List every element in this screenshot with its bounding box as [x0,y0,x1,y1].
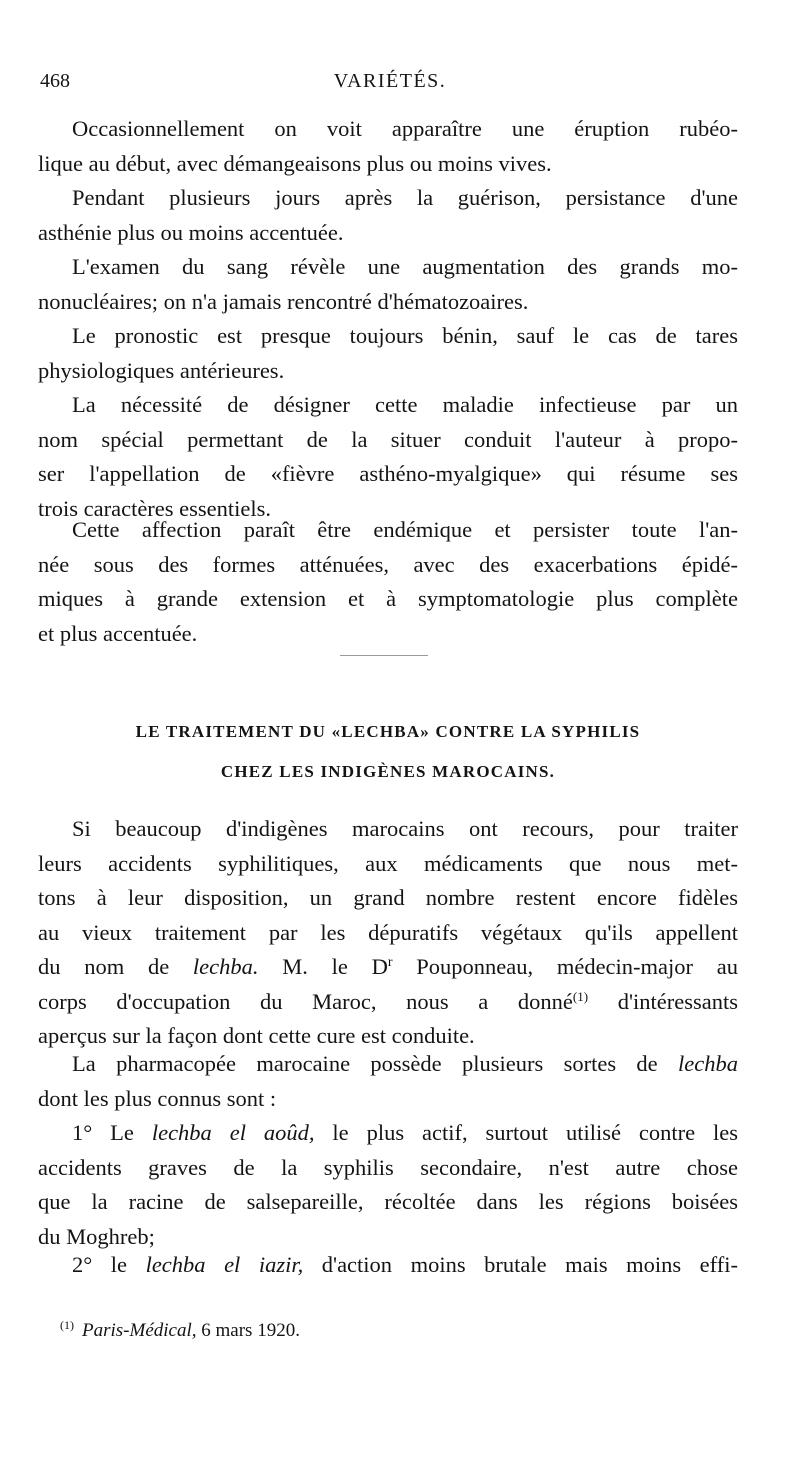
text-run: le plus actif, surtout utilisé contre les [314,1120,738,1145]
footnote [60,1320,740,1342]
paragraph-traitement [38,812,738,1054]
text-line: accidents graves de la syphilis secondaire, n'est autre chose [38,1154,738,1180]
superscript: r [387,955,393,970]
section-divider [340,655,428,656]
text-line: Occasionnellement on voit apparaître une éruption rubéo- [72,116,738,141]
footnote-date: 6 mars 1920. [196,1320,300,1341]
footnote-reference[interactable]: (1) [572,988,589,1004]
running-head [40,70,740,100]
section-title-line-2: CHEZ LES INDIGÈNES MAROCAINS. [220,762,556,781]
text-line: physiologiques antérieures. [38,357,285,383]
text-run: d'action moins brutale mais moins effi- [303,1252,738,1277]
text-line: Le pronostic est presque toujours bénin, sauf le cas de tares [72,323,738,348]
paragraph-lechba-aoud [38,1116,738,1254]
text-line [38,1116,738,1151]
text-line: que la racine de salsepareille, récoltée dans les régions boisées [38,1189,738,1214]
text-line: et plus accentuée. [38,620,198,646]
text-line: Si beaucoup d'indigènes marocains ont recours, pour traiter [72,816,738,841]
text-run: Pouponneau, médecin-major au [392,954,738,979]
italic-term: lechba [678,1051,738,1076]
text-run: du nom de [38,954,193,979]
text-line: L'examen du sang révèle une augmentation des grands mo- [72,254,738,279]
paragraph-pronostic [38,319,738,388]
text-line: leurs accidents syphilitiques, aux médicaments que nous met- [38,850,738,876]
text-line: asthénie plus ou moins accentuée. [38,219,344,245]
paragraph-endemique [38,513,738,651]
paragraph-lechba-iazir [38,1248,738,1283]
text-line: ser l'appellation de «fièvre asthéno-myalgique» qui résume ses [38,461,738,486]
text-line: lique au début, avec démangeaisons plus ou moins vives. [38,150,552,176]
text-run: 1° Le [72,1120,152,1145]
text-line: La nécessité de désigner cette maladie infectieuse par un [72,392,738,417]
text-run: 2° le [72,1252,146,1277]
text-line: du Moghreb; [38,1223,155,1249]
paragraph-eruption [38,112,738,181]
footnote-mark: (1) [60,1318,74,1332]
text-line: nom spécial permettant de la situer conduit l'auteur à propo- [38,426,738,452]
paragraph-pharmacopee [38,1047,738,1116]
text-line: Pendant plusieurs jours après la guérison, persistance d'une [72,185,738,210]
text-run: d'intéressants [588,988,739,1014]
text-line: tons à leur disposition, un grand nombre restent encore fidèles [38,885,738,910]
text-line: nonucléaires; on n'a jamais rencontré d'hématozoaires. [38,288,529,314]
paragraph-appellation [38,388,738,526]
page-number: 468 [40,70,70,92]
paragraph-examen-sang [38,250,738,319]
italic-term: lechba el aoûd, [151,1120,315,1145]
text-line [38,1047,738,1082]
italic-term: lechba. [192,954,259,979]
text-run: La pharmacopée marocaine possède plusieurs sortes de [72,1051,679,1076]
text-line: aperçus sur la façon dont cette cure est conduite. [38,1023,475,1048]
section-title-line-1: LE TRAITEMENT DU «LECHBA» CONTRE LA SYPHILIS [135,722,641,741]
footnote-source: Paris-Médical, [82,1320,197,1341]
paragraph-asthenie [38,181,738,250]
text-line: née sous des formes atténuées, avec des exacerbations épidé- [38,551,738,577]
text-line: miques à grande extension et à symptomatologie plus complète [38,586,738,611]
text-line: dont les plus connus sont : [38,1085,277,1111]
text-line: au vieux traitement par les dépuratifs végétaux qu'ils appellent [38,919,738,945]
text-line [38,950,738,985]
text-line: trois caractères essentiels. [38,495,272,521]
text-line [38,985,738,1020]
italic-term: lechba el iazir, [145,1252,304,1277]
text-run: corps d'occupation du Maroc, nous a donné [38,988,573,1014]
text-line [38,1248,738,1283]
running-head-title: VARIÉTÉS. [333,70,447,92]
text-line: Cette affection paraît être endémique et persister toute l'an- [72,517,738,542]
text-run: M. le D [258,954,388,979]
